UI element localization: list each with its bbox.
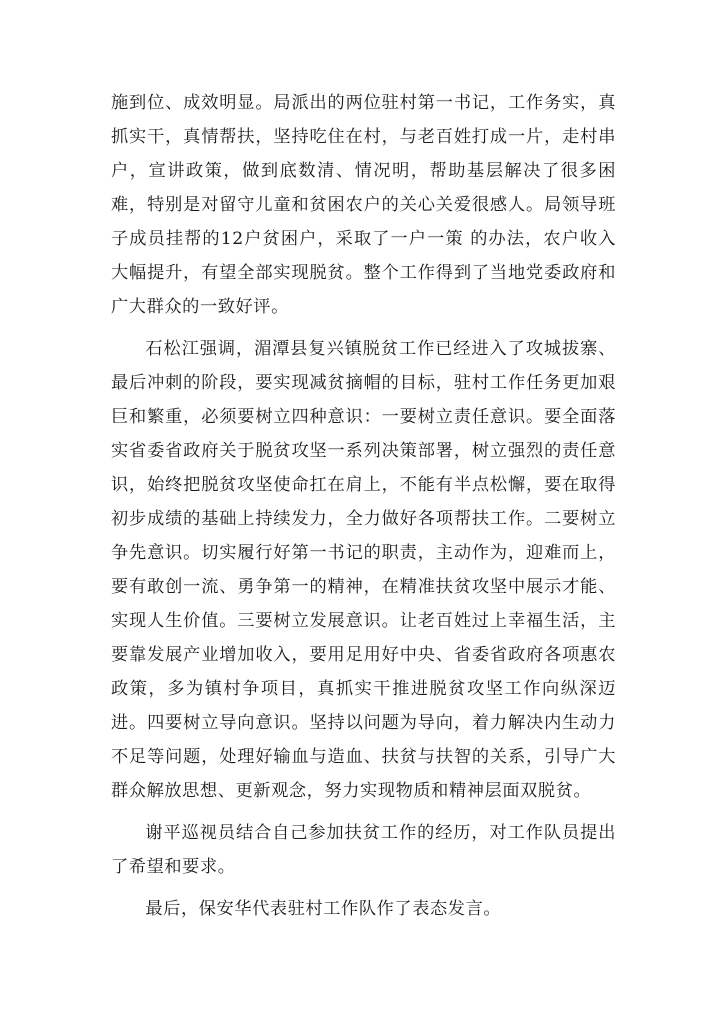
paragraph-3: 谢平巡视员结合自己参加扶贫工作的经历，对工作队员提出了希望和要求。 [111, 823, 616, 877]
paragraph-4: 最后，保安华代表驻村工作队作了表态发言。 [145, 899, 502, 919]
paragraph-1: 施到位、成效明显。局派出的两位驻村第一书记，工作务实，真抓实干，真情帮扶，坚持吃住在村，与老百姓打成一片，走村串户，宣讲政策，做到底数清、情况明，帮助基层解决了很多困难，特别是对留守儿童和贫困农户的关心关爱很感人。局领导班子成员挂帮的12户贫困户，采取了一户一策 的办法，农户收入大幅提升，有望全部实现脱贫。整个工作得到了当地党委政府和广大群众的一致好评。 [111, 93, 616, 317]
paragraph-2: 石松江强调，湄潭县复兴镇脱贫工作已经进入了攻城拔寨、最后冲刺的阶段，要实现减贫摘帽的目标，驻村工作任务更加艰巨和繁重，必须要树立四种意识：一要树立责任意识。要全面落实省委省政府关于脱贫攻坚一系列决策部署，树立强烈的责任意识，始终把脱贫攻坚使命扛在肩上，不能有半点松懈，要在取得初步成绩的基础上持续发力，全力做好各项帮扶工作。二要树立争先意识。切实履行好第一书记的职责，主动作为，迎难而上，要有敢创一流、勇争第一的精神，在精准扶贫攻坚中展示才能、实现人生价值。三要树立发展意识。让老百姓过上幸福生活，主要靠发展产业增加收入，要用足用好中央、省委省政府各项惠农政策，多为镇村争项目，真抓实干推进脱贫攻坚工作向纵深迈进。四要树立导向意识。坚持以问题为导向，着力解决内生动力不足等问题，处理好输血与造血、扶贫与扶智的关系，引导广大群众解放思想、更新观念，努力实现物质和精神层面双脱贫。 [111, 339, 616, 801]
document-page [111, 86, 616, 926]
